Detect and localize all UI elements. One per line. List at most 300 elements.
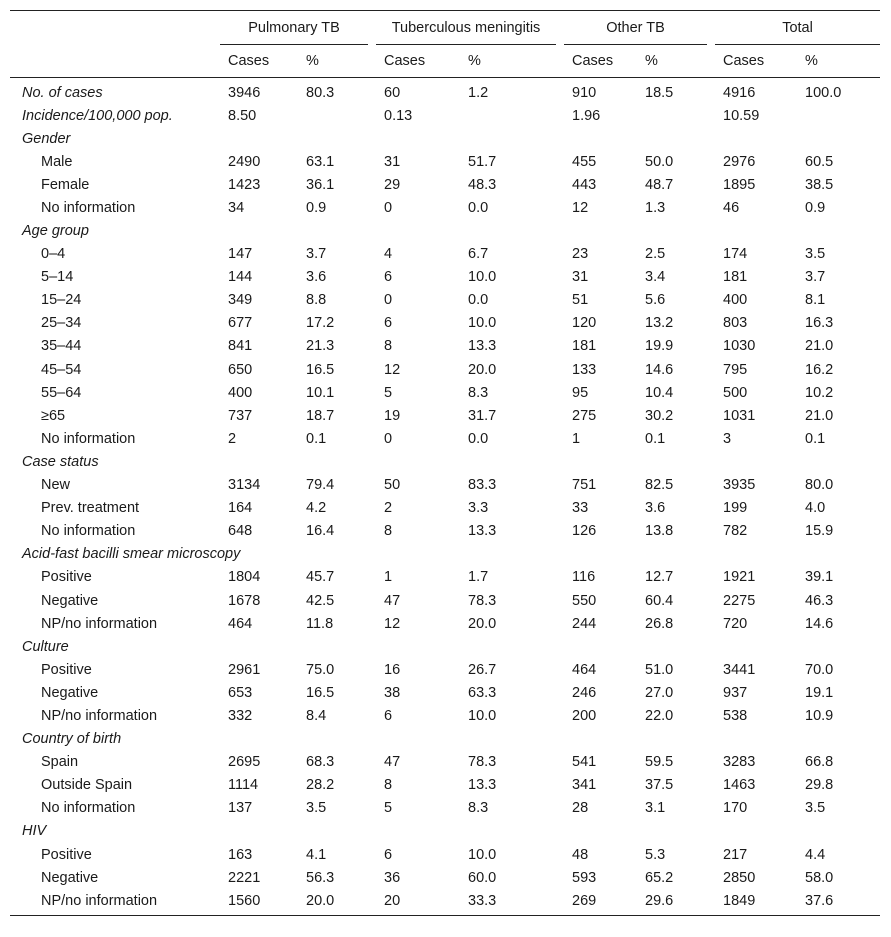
percent-cell [300,635,368,658]
gap-cell [556,45,564,78]
gap-cell [707,127,715,150]
gap-cell [556,219,564,242]
table-row [10,243,880,266]
percent-cell: 37.6 [799,889,880,916]
gap-cell [368,751,376,774]
gap-cell [368,843,376,866]
cases-cell: 6 [384,315,393,332]
gap-cell [707,751,715,774]
percent-cell: 19.1 [805,684,834,701]
cases-cell: 8 [384,777,393,794]
sub-header-pct: % [799,45,880,78]
gap-cell [707,150,715,173]
percent-cell: 10.0 [468,707,497,724]
percent-cell: 10.0 [468,846,497,863]
percent-cell: 12.7 [645,569,674,586]
gap-cell [368,381,376,404]
cases-cell: 6 [384,707,393,724]
gap-cell [556,843,564,866]
cases-cell: 147 [228,246,253,263]
cases-cell: 47 [384,592,401,609]
row-label: Outside Spain [41,777,133,794]
cases-cell: 3441 [723,661,756,678]
cases-cell [564,635,639,658]
gap-cell [368,150,376,173]
gap-cell [368,312,376,335]
percent-cell: 13.3 [468,338,497,355]
gap-cell [368,173,376,196]
cases-cell: 12 [384,615,401,632]
percent-cell: 60.5 [805,153,834,170]
percent-cell: 3.7 [306,246,327,263]
percent-cell: 80.0 [805,477,834,494]
percent-cell: 75.0 [306,661,335,678]
gap-cell [368,219,376,242]
corner-cell [10,45,220,78]
cases-cell: 3935 [723,477,756,494]
percent-cell: 100.0 [805,84,842,101]
gap-cell [707,612,715,635]
percent-cell: 63.3 [468,684,497,701]
percent-cell: 60.0 [468,869,497,886]
percent-cell [462,635,556,658]
gap-cell [368,866,376,889]
cases-cell: 2275 [723,592,756,609]
percent-cell: 16.3 [805,315,834,332]
cases-cell: 3 [723,430,732,447]
percent-cell [462,543,556,566]
gap-cell [707,381,715,404]
table-row [10,358,880,381]
gap-cell [707,78,715,105]
category-row [10,728,880,751]
percent-cell [639,104,707,127]
gap-cell [556,289,564,312]
row-label: 35–44 [41,338,82,355]
cases-cell: 538 [723,707,748,724]
category-row [10,450,880,473]
cases-cell: 653 [228,684,253,701]
sub-header-pct: % [300,45,368,78]
cases-cell: 937 [723,684,748,701]
percent-cell: 4.1 [306,846,327,863]
percent-cell: 56.3 [306,869,335,886]
cases-cell [564,450,639,473]
percent-cell [300,450,368,473]
percent-cell [639,543,707,566]
table-row [10,658,880,681]
percent-cell [639,219,707,242]
cases-cell [376,635,462,658]
gap-cell [368,243,376,266]
cases-cell: 464 [572,661,597,678]
cases-cell: 1849 [715,889,799,916]
cases-cell: 170 [723,800,748,817]
row-label: 25–34 [41,315,82,332]
gap-cell [556,104,564,127]
percent-cell [799,450,880,473]
tb-cases-table [10,10,880,916]
corner-cell [10,11,220,45]
table-row [10,474,880,497]
gap-cell [556,820,564,843]
percent-cell [639,635,707,658]
gap-cell [368,404,376,427]
percent-cell: 46.3 [805,592,834,609]
gap-cell [556,335,564,358]
gap-cell [556,427,564,450]
cases-cell: 782 [723,523,748,540]
gap-cell [707,797,715,820]
category-row [10,104,880,127]
sub-header-cases: Cases [564,45,639,78]
gap-cell [707,866,715,889]
gap-cell [556,889,564,916]
cases-cell: 23 [572,246,589,263]
gap-cell [368,196,376,219]
percent-cell: 4.2 [306,500,327,517]
table-row [10,173,880,196]
row-label: 5–14 [41,269,74,286]
cases-cell: 144 [228,269,253,286]
percent-cell: 0.1 [805,430,826,447]
cases-cell [564,219,639,242]
percent-cell: 13.3 [468,777,497,794]
gap-cell [707,11,715,45]
group-header-other: Other TB [564,11,707,45]
cases-cell: 5 [384,384,393,401]
gap-cell [707,843,715,866]
percent-cell: 6.7 [468,246,489,263]
cases-cell: 95 [572,384,589,401]
percent-cell: 11.8 [306,615,334,632]
row-label: No information [41,430,136,447]
cases-cell: 46 [723,199,740,216]
gap-cell [556,566,564,589]
gap-cell [368,450,376,473]
gap-cell [556,728,564,751]
gap-cell [556,404,564,427]
percent-cell: 10.0 [468,315,497,332]
percent-cell: 20.0 [300,889,368,916]
percent-cell: 10.9 [805,707,834,724]
gap-cell [707,820,715,843]
cases-cell: 8 [384,338,393,355]
row-label: NP/no information [41,615,158,632]
category-label: Age group [22,223,89,240]
percent-cell [799,728,880,751]
gap-cell [707,589,715,612]
cases-cell [220,450,300,473]
percent-cell: 60.4 [645,592,674,609]
cases-cell: 4916 [723,84,756,101]
gap-cell [556,612,564,635]
category-label: HIV [22,823,47,840]
percent-cell: 70.0 [805,661,834,678]
cases-cell: 181 [723,269,748,286]
percent-cell: 59.5 [645,754,674,771]
gap-cell [707,404,715,427]
gap-cell [556,751,564,774]
category-label: Acid-fast bacilli smear microscopy [22,546,241,563]
percent-cell: 3.5 [306,800,327,817]
percent-cell: 78.3 [468,754,497,771]
table-row [10,866,880,889]
cases-cell: 36 [384,869,401,886]
cases-cell: 650 [228,361,253,378]
cases-cell: 341 [572,777,597,794]
cases-cell: 0 [384,292,393,309]
cases-cell: 0.13 [384,107,413,124]
row-label: Female [41,176,90,193]
table-row [10,312,880,335]
category-label: Country of birth [22,731,122,748]
cases-cell: 2 [228,430,237,447]
percent-cell: 3.1 [645,800,666,817]
gap-cell [368,266,376,289]
cases-cell [715,820,799,843]
gap-cell [368,681,376,704]
category-row [10,635,880,658]
gap-cell [368,797,376,820]
percent-cell: 83.3 [468,477,497,494]
cases-cell: 38 [384,684,401,701]
percent-cell: 33.3 [462,889,556,916]
cases-cell: 60 [384,84,401,101]
cases-cell: 244 [572,615,597,632]
cases-cell: 47 [384,754,401,771]
cases-cell [715,219,799,242]
row-label: No information [41,800,136,817]
cases-cell: 677 [228,315,253,332]
percent-cell: 15.9 [805,523,834,540]
cases-cell: 1114 [228,777,259,794]
row-label: Prev. treatment [41,500,140,517]
gap-cell [556,543,564,566]
gap-cell [707,266,715,289]
gap-cell [707,889,715,916]
cases-cell: 443 [572,176,597,193]
cases-cell: 795 [723,361,748,378]
percent-cell: 3.4 [645,269,666,286]
table-row [10,797,880,820]
row-label: NP/no information [41,707,158,724]
cases-cell [220,219,300,242]
row-label: Negative [41,592,99,609]
percent-cell: 21.0 [805,407,834,424]
percent-cell: 78.3 [468,592,497,609]
cases-cell [220,635,300,658]
cases-cell: 751 [572,477,597,494]
cases-cell: 174 [723,246,748,263]
cases-cell [715,127,799,150]
gap-cell [707,173,715,196]
cases-cell: 31 [572,269,589,286]
cases-cell: 31 [384,153,401,170]
percent-cell [300,127,368,150]
gap-cell [556,497,564,520]
category-row [10,78,880,105]
gap-cell [556,266,564,289]
sub-header-cases: Cases [376,45,462,78]
percent-cell [799,104,880,127]
category-label: Case status [22,453,99,470]
percent-cell: 20.0 [468,361,497,378]
table-row [10,681,880,704]
gap-cell [368,704,376,727]
category-row [10,543,880,566]
percent-cell: 3.7 [805,269,826,286]
table-row [10,196,880,219]
percent-cell: 0.9 [805,199,826,216]
percent-cell: 2.5 [645,246,666,263]
row-label: Positive [41,661,92,678]
gap-cell [707,335,715,358]
percent-cell: 80.3 [306,84,335,101]
percent-cell: 14.6 [805,615,834,632]
cases-cell [715,543,799,566]
percent-cell: 3.3 [468,500,489,517]
gap-cell [707,312,715,335]
cases-cell: 12 [384,361,401,378]
group-header-meningitis: Tuberculous meningitis [376,11,556,45]
percent-cell: 10.2 [805,384,834,401]
cases-cell: 1678 [228,592,261,609]
cases-cell: 181 [572,338,597,355]
percent-cell [639,728,707,751]
cases-cell [564,543,639,566]
percent-cell: 8.8 [306,292,327,309]
cases-cell: 1031 [723,407,756,424]
gap-cell [556,450,564,473]
gap-cell [556,520,564,543]
table-row [10,566,880,589]
cases-cell: 1423 [228,176,261,193]
cases-cell [220,820,300,843]
percent-cell: 63.1 [306,153,335,170]
cases-cell: 269 [564,889,639,916]
cases-cell [715,450,799,473]
cases-cell: 648 [228,523,253,540]
sub-header-pct: % [462,45,556,78]
gap-cell [368,566,376,589]
cases-cell: 120 [572,315,597,332]
percent-cell: 68.3 [306,754,335,771]
percent-cell: 26.8 [645,615,674,632]
gap-cell [368,289,376,312]
percent-cell: 5.6 [645,292,666,309]
cases-cell: 2961 [228,661,261,678]
cases-cell: 6 [384,269,393,286]
gap-cell [707,728,715,751]
cases-cell: 2976 [723,153,756,170]
percent-cell: 0.1 [306,430,327,447]
percent-cell: 3.5 [805,246,826,263]
percent-cell [462,450,556,473]
cases-cell [564,127,639,150]
gap-cell [556,127,564,150]
percent-cell: 66.8 [805,754,834,771]
row-label: No information [41,523,136,540]
percent-cell: 0.0 [468,430,489,447]
percent-cell: 1.2 [468,84,489,101]
row-label: 55–64 [41,384,82,401]
cases-cell: 720 [723,615,748,632]
percent-cell: 16.5 [306,361,335,378]
table-row [10,427,880,450]
percent-cell: 19.9 [645,338,674,355]
gap-cell [707,219,715,242]
percent-cell: 14.6 [645,361,674,378]
gap-cell [556,358,564,381]
table-row [10,497,880,520]
category-label: Gender [22,130,71,147]
gap-cell [368,127,376,150]
cases-cell: 1.96 [572,107,601,124]
sub-header-pct: % [639,45,707,78]
gap-cell [707,774,715,797]
cases-cell: 464 [228,615,253,632]
cases-cell: 133 [572,361,597,378]
percent-cell: 79.4 [306,477,335,494]
cases-cell [564,728,639,751]
gap-cell [707,635,715,658]
gap-cell [368,612,376,635]
percent-cell: 29.8 [805,777,834,794]
gap-cell [368,104,376,127]
gap-cell [368,728,376,751]
percent-cell: 0.9 [306,199,327,216]
percent-cell: 4.4 [805,846,826,863]
gap-cell [556,173,564,196]
percent-cell: 18.7 [306,407,335,424]
table-row [10,751,880,774]
gap-cell [707,427,715,450]
cases-cell: 841 [228,338,253,355]
row-label: Positive [41,569,92,586]
table-row [10,404,880,427]
percent-cell [799,127,880,150]
percent-cell: 48.7 [645,176,674,193]
gap-cell [556,78,564,105]
cases-cell [376,820,462,843]
cases-cell [220,728,300,751]
cases-cell [715,635,799,658]
percent-cell: 0.1 [645,430,666,447]
cases-cell: 1804 [228,569,261,586]
percent-cell: 38.5 [805,176,834,193]
percent-cell [300,104,368,127]
gap-cell [707,45,715,78]
row-label: 0–4 [41,246,66,263]
cases-cell: 332 [228,707,253,724]
gap-cell [556,774,564,797]
table-row [10,612,880,635]
cases-cell: 6 [384,846,393,863]
percent-cell: 30.2 [645,407,674,424]
gap-cell [368,889,376,916]
table-row [10,889,880,916]
gap-cell [556,797,564,820]
percent-cell: 58.0 [805,869,834,886]
percent-cell: 13.8 [645,523,674,540]
row-label: ≥65 [41,407,66,424]
cases-cell: 275 [572,407,597,424]
gap-cell [556,312,564,335]
percent-cell [300,728,368,751]
gap-cell [368,78,376,105]
cases-cell: 246 [572,684,597,701]
